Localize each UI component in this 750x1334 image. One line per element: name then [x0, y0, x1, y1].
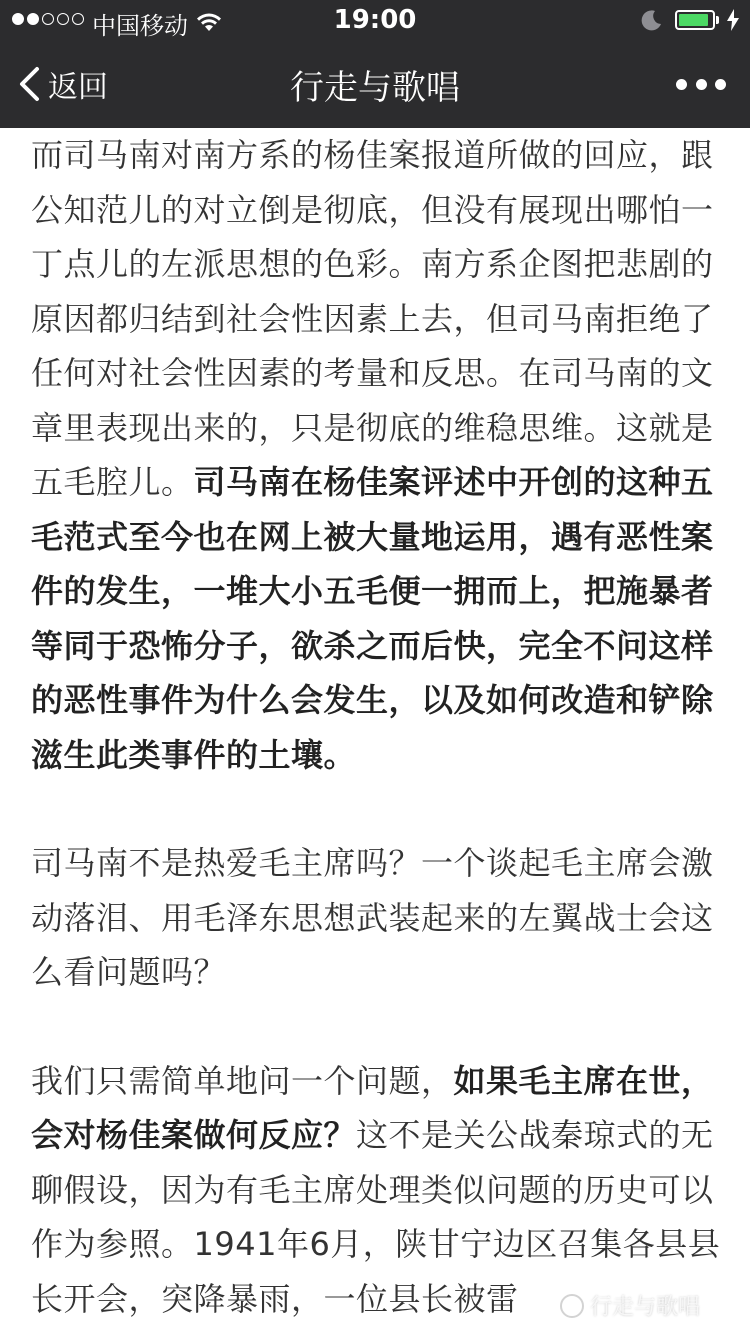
paragraph-text: 这不是关公战秦琼式的无聊假设，因为有毛主席处理类似问题的历史可以作为参照。1941年6月，陕甘宁边区召集各县县长开会，突降暴雨，一位县长被雷 — [31, 1116, 721, 1318]
back-label: 返回 — [48, 70, 108, 105]
paragraph-text: 我们只需简单地问一个问题， — [31, 1061, 454, 1100]
battery-icon — [675, 10, 715, 30]
article-paragraph: 司马南不是热爱毛主席吗？一个谈起毛主席会激动落泪、用毛泽东思想武装起来的左翼战士会这么看问题吗？ — [31, 844, 714, 991]
more-dot — [676, 79, 687, 90]
watermark — [560, 1290, 700, 1321]
wechat-logo-icon — [560, 1294, 584, 1318]
battery-tip — [716, 16, 719, 24]
battery-level — [679, 14, 708, 26]
nav-bar — [0, 40, 750, 128]
more-dot — [715, 79, 726, 90]
article-paragraph — [31, 128, 721, 782]
moon-icon — [640, 8, 664, 32]
top-bar — [0, 0, 750, 128]
paragraph-text: 而司马南对南方系的杨佳案报道所做的回应，跟公知范儿的对立倒是彻底，但没有展现出哪怕一丁点儿的左派思想的色彩。南方系企图把悲剧的原因都归结到社会性因素上去，但司马南拒绝了任何对社会性因素的考量和反思。在司马南的文章里表现出来的，只是彻底的维稳思维。这就是五毛腔儿。 — [31, 136, 714, 501]
bold-text: 如果毛主席在世，会对杨佳案做何反应？ — [31, 1061, 714, 1154]
watermark-text: 行走与歌唱 — [590, 1295, 701, 1320]
more-dot — [696, 79, 707, 90]
article-paragraph — [31, 1054, 721, 1327]
article-body — [31, 128, 721, 1326]
status-bar — [0, 0, 750, 40]
page-title: 行走与歌唱 — [290, 68, 460, 108]
more-icon[interactable] — [676, 64, 726, 104]
bold-text: 司马南在杨佳案评述中开创的这种五毛范式至今也在网上被大量地运用，遇有恶性案件的发生，一堆大小五毛便一拥而上，把施暴者等同于恐怖分子，欲杀之而后快，完全不问这样的恶性事件为什么会发生，以及如何改造和铲除滋生此类事件的土壤。 — [31, 463, 714, 774]
charging-bolt-icon — [726, 9, 740, 31]
status-time: 19:00 — [333, 5, 417, 35]
carrier-name: 中国移动 — [92, 12, 188, 40]
